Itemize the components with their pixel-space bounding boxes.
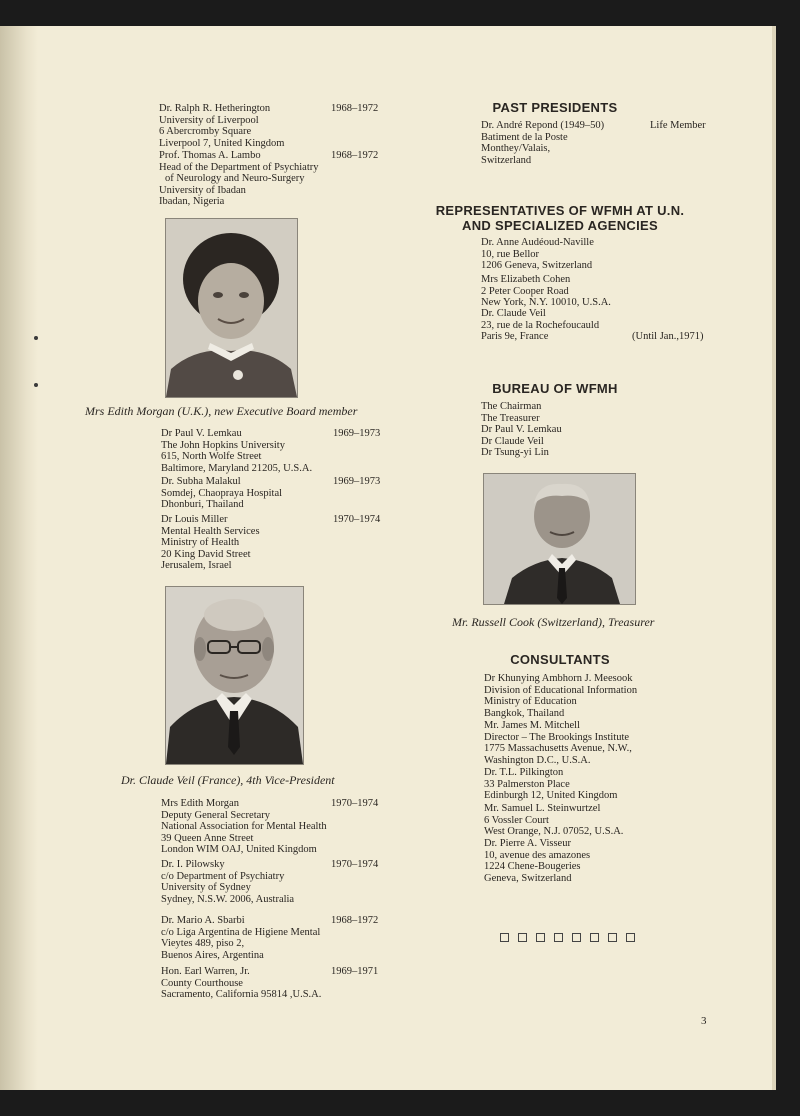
section-heading-representatives [412, 203, 708, 233]
term-years: 1970–1974 [333, 514, 381, 525]
term-years: 1969–1973 [333, 476, 381, 487]
entry-line: Ministry of Education [484, 696, 577, 708]
entry-line: 1224 Chene-Bougeries [484, 861, 581, 873]
bureau-member: The Chairman [481, 401, 542, 412]
entry-line: Dhonburi, Thailand [161, 499, 244, 511]
entry-line: Dr Louis Miller [161, 514, 228, 525]
square-ornament-icon [572, 933, 581, 942]
entry-line: Dr Khunying Ambhorn J. Meesook [484, 673, 633, 684]
term-years: 1968–1972 [331, 103, 379, 114]
entry-line: Mental Health Services [161, 525, 260, 537]
entry-line: Prof. Thomas A. Lambo [159, 150, 261, 161]
bureau-member: Dr Claude Veil [481, 435, 544, 447]
entry-pilowsky [161, 859, 294, 905]
heading-line: AND SPECIALIZED AGENCIES [462, 218, 658, 233]
entry-line: 39 Queen Anne Street [161, 832, 254, 844]
until-date-note: (Until Jan.,1971) [632, 331, 704, 342]
entry-line: Dr. Ralph R. Hetherington [159, 103, 271, 114]
entry-line: The John Hopkins University [161, 439, 285, 451]
term-years: 1968–1972 [331, 150, 379, 161]
entry-line: Deputy General Secretary [161, 809, 271, 821]
heading-line: REPRESENTATIVES OF WFMH AT U.N. [435, 203, 685, 218]
entry-warren [161, 966, 321, 1001]
term-years: 1969–1973 [333, 428, 381, 439]
entry-line: 615, North Wolfe Street [161, 451, 262, 463]
entry-line: Dr. Anne Audéoud-Naville [481, 237, 594, 248]
entry-line: Ibadan, Nigeria [159, 196, 225, 208]
entry-line: Baltimore, Maryland 21205, U.S.A. [161, 462, 313, 474]
entry-line: Jerusalem, Israel [161, 560, 232, 572]
entry-line: 20 King David Street [161, 548, 251, 560]
entry-line: Ministry of Health [161, 537, 240, 549]
section-heading-past-presidents: PAST PRESIDENTS [492, 100, 618, 115]
photo-caption: Mr. Russell Cook (Switzerland), Treasurer [452, 615, 655, 629]
entry-line: Head of the Department of Psychiatry [159, 161, 319, 173]
entry-line: Mrs Elizabeth Cohen [481, 274, 571, 285]
entry-lemkau [161, 428, 312, 474]
square-ornament-icon [626, 933, 635, 942]
entry-hetherington [159, 103, 284, 149]
entry-line: Switzerland [481, 154, 532, 166]
term-years: 1969–1971 [331, 966, 379, 977]
portrait-photo-veil [165, 586, 304, 765]
entry-sbarbi [161, 915, 320, 961]
entry-line: 6 Abercromby Square [159, 126, 252, 138]
entry-line: Division of Educational Information [484, 684, 638, 696]
entry-line: London WIM OAJ, United Kingdom [161, 844, 317, 856]
entry-line: Mrs Edith Morgan [161, 798, 239, 809]
entry-line: Mr. James M. Mitchell [484, 720, 580, 731]
entry-line: Dr. Claude Veil [481, 308, 546, 319]
entry-line: Batiment de la Poste [481, 131, 568, 143]
entry-steinwurtzel [484, 803, 623, 838]
photo-caption: Dr. Claude Veil (France), 4th Vice-President [121, 773, 335, 787]
entry-line: Dr Paul V. Lemkau [161, 428, 242, 439]
entry-line: Liverpool 7, United Kingdom [159, 137, 285, 149]
entry-line: 10, avenue des amazones [484, 849, 591, 861]
entry-line: Monthey/Valais, [481, 143, 551, 155]
entry-miller [161, 514, 260, 572]
section-heading-bureau: BUREAU OF WFMH [492, 381, 618, 396]
entry-line: National Association for Mental Health [161, 821, 327, 833]
entry-morgan [161, 798, 327, 856]
entry-line: Hon. Earl Warren, Jr. [161, 966, 250, 977]
binding-shadow [0, 26, 38, 1090]
entry-line: Dr. T.L. Pilkington [484, 767, 564, 778]
entry-line: Mr. Samuel L. Steinwurtzel [484, 803, 601, 814]
portrait-photo-morgan [165, 218, 298, 398]
entry-line: 23, rue de la Rochefoucauld [481, 319, 600, 331]
portrait-photo-cook [483, 473, 636, 605]
bureau-member: The Treasurer [481, 412, 540, 424]
entry-line: County Courthouse [161, 977, 243, 989]
portrait-cook-illustration [484, 474, 635, 604]
entry-line: Sacramento, California 95814 ,U.S.A. [161, 989, 322, 1001]
entry-line: 10, rue Bellor [481, 248, 540, 260]
square-ornament-icon [608, 933, 617, 942]
entry-line: 1775 Massachusetts Avenue, N.W., [484, 743, 632, 755]
entry-line: Vieytes 489, piso 2, [161, 938, 245, 950]
entry-line: University of Sydney [161, 882, 251, 894]
entry-line: of Neurology and Neuro-Surgery [165, 173, 305, 185]
entry-line: New York, N.Y. 10010, U.S.A. [481, 297, 611, 309]
entry-audeoud-naville [481, 237, 594, 272]
bureau-list [481, 401, 562, 459]
entry-line: 33 Palmerston Place [484, 778, 570, 790]
entry-lambo [159, 150, 319, 208]
bureau-member: Dr Paul V. Lemkau [481, 424, 562, 436]
entry-visseur [484, 838, 590, 884]
entry-line: Sydney, N.S.W. 2006, Australia [161, 893, 295, 905]
entry-line: Dr. Subha Malakul [161, 476, 241, 487]
binding-hole [34, 336, 38, 340]
square-ornament-icon [500, 933, 509, 942]
entry-veil-representative [481, 308, 599, 343]
entry-line: Dr. André Repond (1949–50) [481, 120, 605, 131]
square-ornament-icon [536, 933, 545, 942]
entry-line: 1206 Geneva, Switzerland [481, 260, 593, 272]
entry-pilkington [484, 767, 617, 802]
entry-line: Washington D.C., U.S.A. [484, 754, 591, 766]
entry-line: West Orange, N.J. 07052, U.S.A. [484, 826, 624, 838]
portrait-veil-illustration [166, 587, 303, 764]
portrait-morgan-illustration [166, 219, 297, 397]
entry-line: Dr. I. Pilowsky [161, 859, 225, 870]
entry-line: c/o Department of Psychiatry [161, 870, 285, 882]
document-page [0, 26, 776, 1090]
entry-line: University of Ibadan [159, 184, 246, 196]
entry-line: Somdej, Chaopraya Hospital [161, 487, 283, 499]
life-member-note: Life Member [650, 120, 706, 131]
photo-caption: Mrs Edith Morgan (U.K.), new Executive Board member [85, 404, 358, 418]
entry-mitchell [484, 720, 632, 766]
entry-cohen [481, 274, 611, 309]
term-years: 1970–1974 [331, 859, 379, 870]
entry-line: University of Liverpool [159, 114, 259, 126]
entry-line: Geneva, Switzerland [484, 872, 572, 884]
square-ornament-icon [590, 933, 599, 942]
entry-line: 6 Vossler Court [484, 814, 549, 826]
term-years: 1970–1974 [331, 798, 379, 809]
section-heading-consultants: CONSULTANTS [510, 652, 610, 667]
page-number: 3 [701, 1015, 707, 1027]
decorative-box-row [500, 929, 644, 947]
entry-malakul [161, 476, 282, 511]
entry-line: Paris 9e, France [481, 331, 549, 343]
entry-line: Bangkok, Thailand [484, 707, 565, 719]
entry-line: Buenos Aires, Argentina [161, 949, 264, 961]
square-ornament-icon [518, 933, 527, 942]
page-edge [772, 26, 776, 1090]
entry-meesook [484, 673, 637, 719]
entry-line: c/o Liga Argentina de Higiene Mental [161, 926, 321, 938]
entry-line: 2 Peter Cooper Road [481, 285, 569, 297]
entry-line: Dr. Pierre A. Visseur [484, 838, 571, 849]
entry-repond [481, 120, 604, 166]
square-ornament-icon [554, 933, 563, 942]
term-years: 1968–1972 [331, 915, 379, 926]
bureau-member: Dr Tsung-yi Lin [481, 447, 549, 459]
entry-line: Director – The Brookings Institute [484, 731, 630, 743]
entry-line: Edinburgh 12, United Kingdom [484, 790, 618, 802]
binding-hole [34, 383, 38, 387]
entry-line: Dr. Mario A. Sbarbi [161, 915, 245, 926]
